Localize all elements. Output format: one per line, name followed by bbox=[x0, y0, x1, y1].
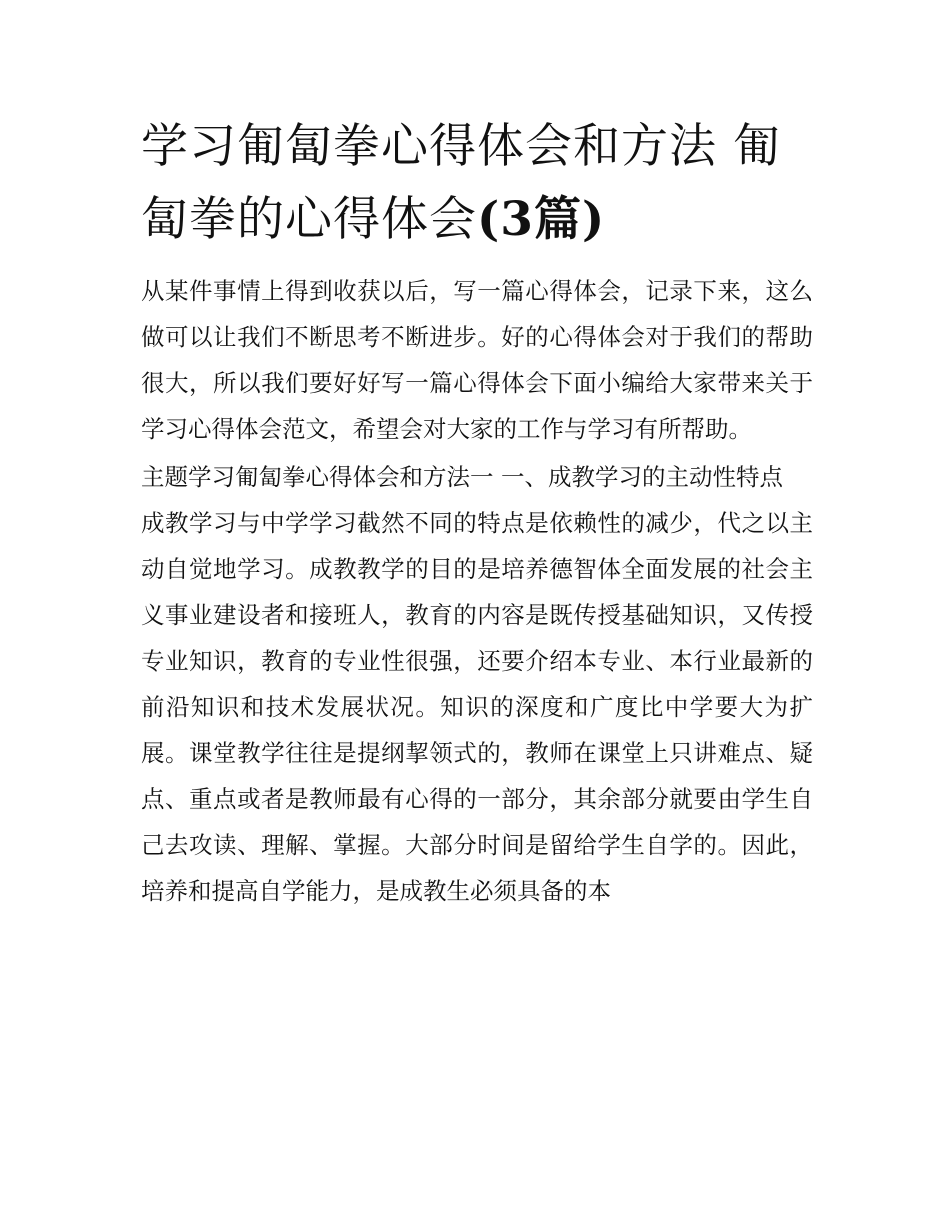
document-title-suffix: (3篇) bbox=[477, 192, 606, 247]
document-page bbox=[141, 110, 813, 914]
document-title-main: 学习匍匐拳心得体会和方法 匍匐拳的心得体会 bbox=[141, 119, 781, 247]
document-title bbox=[141, 110, 813, 256]
intro-paragraph: 从某件事情上得到收获以后，写一篇心得体会，记录下来，这么做可以让我们不断思考不断进步。好的心得体会对于我们的帮助很大，所以我们要好好写一篇心得体会下面小编给大家带来关于学习心得体会范文，希望会对大家的工作与学习有所帮助。 bbox=[141, 277, 813, 443]
body-paragraph: 成教学习与中学学习截然不同的特点是依赖性的减少，代之以主动自觉地学习。成教教学的目的是培养德智体全面发展的社会主义事业建设者和接班人，教育的内容是既传授基础知识，又传授专业知识，教育的专业性很强，还要介绍本专业、本行业最新的前沿知识和技术发展状况。知识的深度和广度比中学要大为扩展。课堂教学往往是提纲挈领式的，教师在课堂上只讲难点、疑点、重点或者是教师最有心得的一部分，其余部分就要由学生自己去攻读、理解、掌握。大部分时间是留给学生自学的。因此，培养和提高自学能力，是成教生必须具备的本 bbox=[141, 509, 813, 905]
section-heading: 主题学习匍匐拳心得体会和方法一 一、成教学习的主动性特点 bbox=[141, 463, 783, 491]
